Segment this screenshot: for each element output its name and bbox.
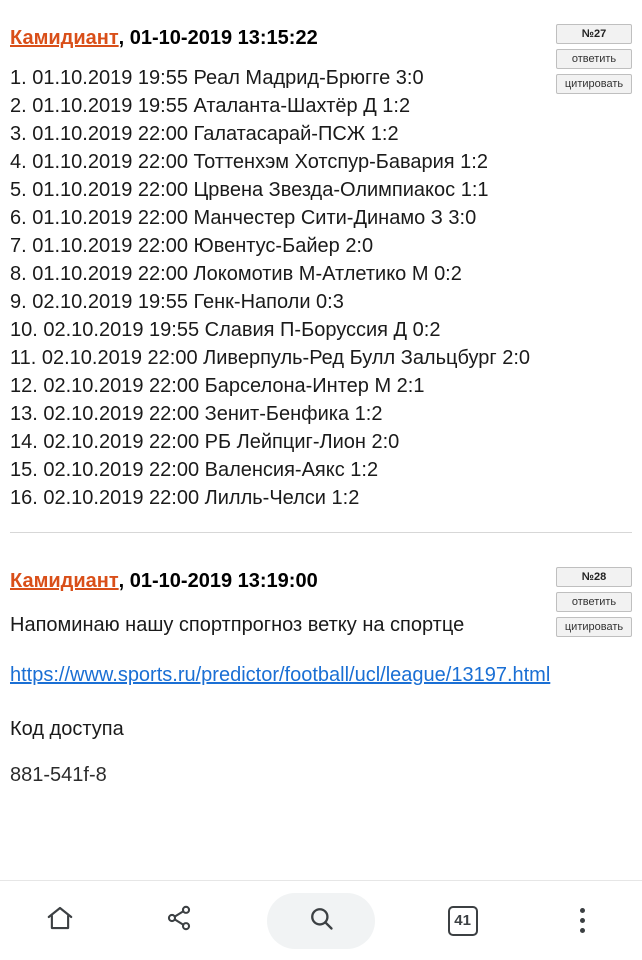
overflow-menu-icon xyxy=(580,908,585,933)
list-item: 8. 01.10.2019 22:00 Локомотив М-Атлетико М 0:2 xyxy=(10,263,462,285)
list-item: 9. 02.10.2019 19:55 Генк-Наполи 0:3 xyxy=(10,291,344,313)
home-icon xyxy=(45,903,75,938)
list-item: 1. 01.10.2019 19:55 Реал Мадрид-Брюгге 3:0 xyxy=(10,67,424,89)
reply-button[interactable]: ответить xyxy=(556,592,632,612)
home-button[interactable] xyxy=(28,893,92,949)
list-item: 3. 01.10.2019 22:00 Галатасарай-ПСЖ 1:2 xyxy=(10,123,399,145)
post-number-badge[interactable]: №28 xyxy=(556,567,632,587)
post-header xyxy=(10,26,632,50)
access-code-value: 881-541f-8 xyxy=(10,764,107,786)
post-timestamp: , 01-10-2019 13:15:22 xyxy=(118,27,318,49)
list-item: 13. 02.10.2019 22:00 Зенит-Бенфика 1:2 xyxy=(10,403,383,425)
list-item: 4. 01.10.2019 22:00 Тоттенхэм Хотспур-Бавария 1:2 xyxy=(10,151,488,173)
search-button[interactable] xyxy=(267,893,375,949)
share-icon xyxy=(165,904,193,937)
list-item: 12. 02.10.2019 22:00 Барселона-Интер М 2:1 xyxy=(10,375,425,397)
list-item: 7. 01.10.2019 22:00 Ювентус-Байер 2:0 xyxy=(10,235,374,257)
list-item: 10. 02.10.2019 19:55 Славия П-Боруссия Д 0:2 xyxy=(10,319,441,341)
list-item: 6. 01.10.2019 22:00 Манчестер Сити-Динамо З 3:0 xyxy=(10,207,477,229)
list-item: 16. 02.10.2019 22:00 Лилль-Челси 1:2 xyxy=(10,487,360,509)
post-author-link[interactable]: Камидиант xyxy=(10,570,119,592)
post-divider xyxy=(10,532,632,533)
post-author-link[interactable]: Камидиант xyxy=(10,27,119,49)
post-number-badge[interactable]: №27 xyxy=(556,24,632,44)
search-icon xyxy=(307,904,335,937)
post-controls xyxy=(556,24,632,94)
menu-button[interactable] xyxy=(550,893,614,949)
tab-count-badge: 41 xyxy=(448,906,478,936)
forum-post xyxy=(0,543,642,799)
match-list xyxy=(10,64,632,512)
list-item: 15. 02.10.2019 22:00 Валенсия-Аякс 1:2 xyxy=(10,459,379,481)
access-code-label: Код доступа xyxy=(10,718,124,740)
post-header xyxy=(10,569,632,593)
tab-switcher-button[interactable] xyxy=(431,893,495,949)
browser-navigation-bar xyxy=(0,880,642,960)
list-item: 5. 01.10.2019 22:00 Црвена Звезда-Олимпиакос 1:1 xyxy=(10,179,489,201)
quote-button[interactable]: цитировать xyxy=(556,617,632,637)
list-item: 2. 01.10.2019 19:55 Аталанта-Шахтёр Д 1:2 xyxy=(10,95,411,117)
share-button[interactable] xyxy=(147,893,211,949)
list-item: 11. 02.10.2019 22:00 Ливерпуль-Ред Булл Зальцбург 2:0 xyxy=(10,347,531,369)
post-body-text: Напоминаю нашу спортпрогноз ветку на спортце xyxy=(10,614,465,636)
reply-button[interactable]: ответить xyxy=(556,49,632,69)
post-controls xyxy=(556,567,632,637)
external-link[interactable]: https://www.sports.ru/predictor/football/ucl/league/13197.html xyxy=(10,664,551,686)
post-timestamp: , 01-10-2019 13:19:00 xyxy=(118,570,318,592)
list-item: 14. 02.10.2019 22:00 РБ Лейпциг-Лион 2:0 xyxy=(10,431,400,453)
quote-button[interactable]: цитировать xyxy=(556,74,632,94)
